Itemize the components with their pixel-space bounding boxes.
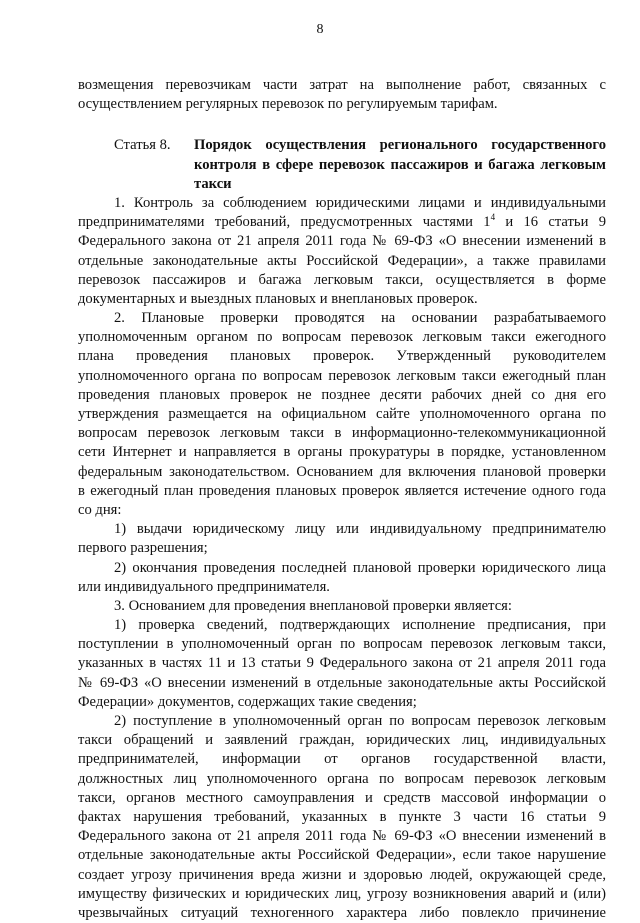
paragraph-line: вопросам перевозок легковым такси в информационно-телекоммуникационной	[78, 425, 606, 442]
paragraph-line: 3. Основанием для проведения внеплановой проверки является:	[114, 597, 512, 614]
paragraph-line: проведения плановых проверок не позднее десяти рабочих дней со дня его	[78, 386, 606, 403]
paragraph-line: возмещения перевозчикам части затрат на выполнение работ, связанных с	[78, 77, 606, 93]
paragraph-line: Федерации» документов, содержащих такие сведения;	[78, 693, 417, 710]
paragraph-line: сети Интернет и направляется в органы прокуратуры в порядке, установленном	[78, 444, 606, 461]
article-heading	[78, 136, 606, 194]
paragraph-line: 2) поступление в уполномоченный орган по вопросам перевозок легковым	[114, 713, 606, 729]
paragraph-line: осуществлением регулярных перевозок по регулируемым тарифам.	[78, 96, 498, 113]
paragraph-line: 2. Плановые проверки проводятся на основании разрабатываемого	[114, 310, 606, 327]
paragraph-line: № 69-ФЗ «О внесении изменений в отдельные законодательные акты Российской	[78, 674, 606, 691]
article-title-line: такси	[194, 175, 232, 192]
paragraph-line: утверждения размещается на официальном сайте уполномоченного органа по	[78, 406, 606, 422]
paragraph-line: должностных лиц уполномоченного органа по вопросам перевозок легковым	[78, 770, 606, 787]
paragraph-line: документарных и выездных плановых и внеплановых проверок.	[78, 290, 478, 307]
paragraph-line: такси, органов местного самоуправления и средств массовой информации о	[78, 789, 606, 806]
paragraph-line: такси обращений и заявлений граждан, юридических лиц, индивидуальных	[78, 732, 606, 749]
superscript: 4	[490, 212, 496, 223]
paragraph-line: уполномоченным органом по вопросам перевозок легковым такси ежегодного	[78, 329, 606, 346]
paragraph-line: отдельные законодательные акты Российской Федерации», если такое нарушение	[78, 847, 606, 864]
paragraph-line: или индивидуального предпринимателя.	[78, 578, 330, 595]
text-segment: предпринимателями требований, предусмотренных частями 1	[78, 214, 491, 231]
paragraph-line: в ежегодный план проведения плановых проверок является истечение одного года	[78, 482, 606, 499]
article-label: Статья 8.	[114, 137, 171, 154]
paragraph-line: со дня:	[78, 501, 122, 518]
paragraph-line: федеральным законодательством. Основанием для включения плановой проверки	[78, 463, 606, 480]
paragraph-line: первого разрешения;	[78, 540, 208, 557]
paragraph-line: отдельные законодательные акты Российской Федерации», а также правилами	[78, 252, 606, 269]
document-body	[78, 76, 606, 923]
paragraph-line: поступлении в уполномоченный орган по вопросам перевозок легковым такси,	[78, 636, 606, 653]
text-segment: и 16 статьи 9	[495, 214, 606, 231]
paragraph-line: чрезвычайных ситуаций техногенного характера либо повлекло причинение	[78, 904, 606, 921]
page-number: 8	[316, 22, 324, 37]
paragraph-line: 1. Контроль за соблюдением юридическими лицами и индивидуальными	[114, 194, 606, 211]
paragraph-line: предпринимателей, информации от органов государственной власти,	[78, 751, 606, 768]
paragraph-line: Федерального закона от 21 апреля 2011 года № 69-ФЗ «О внесении изменений в	[78, 233, 606, 250]
paragraph-line: перевозок пассажиров и багажа легковым такси, осуществляется в форме	[78, 271, 606, 288]
paragraph-line: плана проведения плановых проверок. Утвержденный руководителем	[78, 348, 606, 365]
paragraph-line: имуществу физических и юридических лиц, угрозу возникновения аварий и (или)	[78, 885, 606, 902]
paragraph-line: 1) проверка сведений, подтверждающих исполнение предписания, при	[114, 617, 606, 634]
paragraph-line	[78, 213, 606, 232]
paragraph-line: 1) выдачи юридическому лицу или индивидуальному предпринимателю	[114, 521, 606, 538]
paragraph-line: фактах нарушения требований, указанных в пункте 3 части 16 статьи 9	[78, 808, 606, 825]
paragraph-line: уполномоченного органа по вопросам перевозок легковым такси ежегодный план	[78, 367, 606, 384]
paragraph-line: указанных в частях 11 и 13 статьи 9 Федерального закона от 21 апреля 2011 года	[78, 655, 606, 672]
article-title-line: Порядок осуществления регионального государственного	[194, 137, 606, 154]
paragraph-line: 2) окончания проведения последней плановой проверки юридического лица	[114, 559, 606, 576]
paragraph-line: Федерального закона от 21 апреля 2011 года № 69-ФЗ «О внесении изменений в	[78, 828, 606, 845]
article-title-line: контроля в сфере перевозок пассажиров и багажа легковым	[194, 156, 606, 173]
paragraph-line: создает угрозу причинения вреда жизни и здоровью людей, окружающей среде,	[78, 866, 606, 883]
